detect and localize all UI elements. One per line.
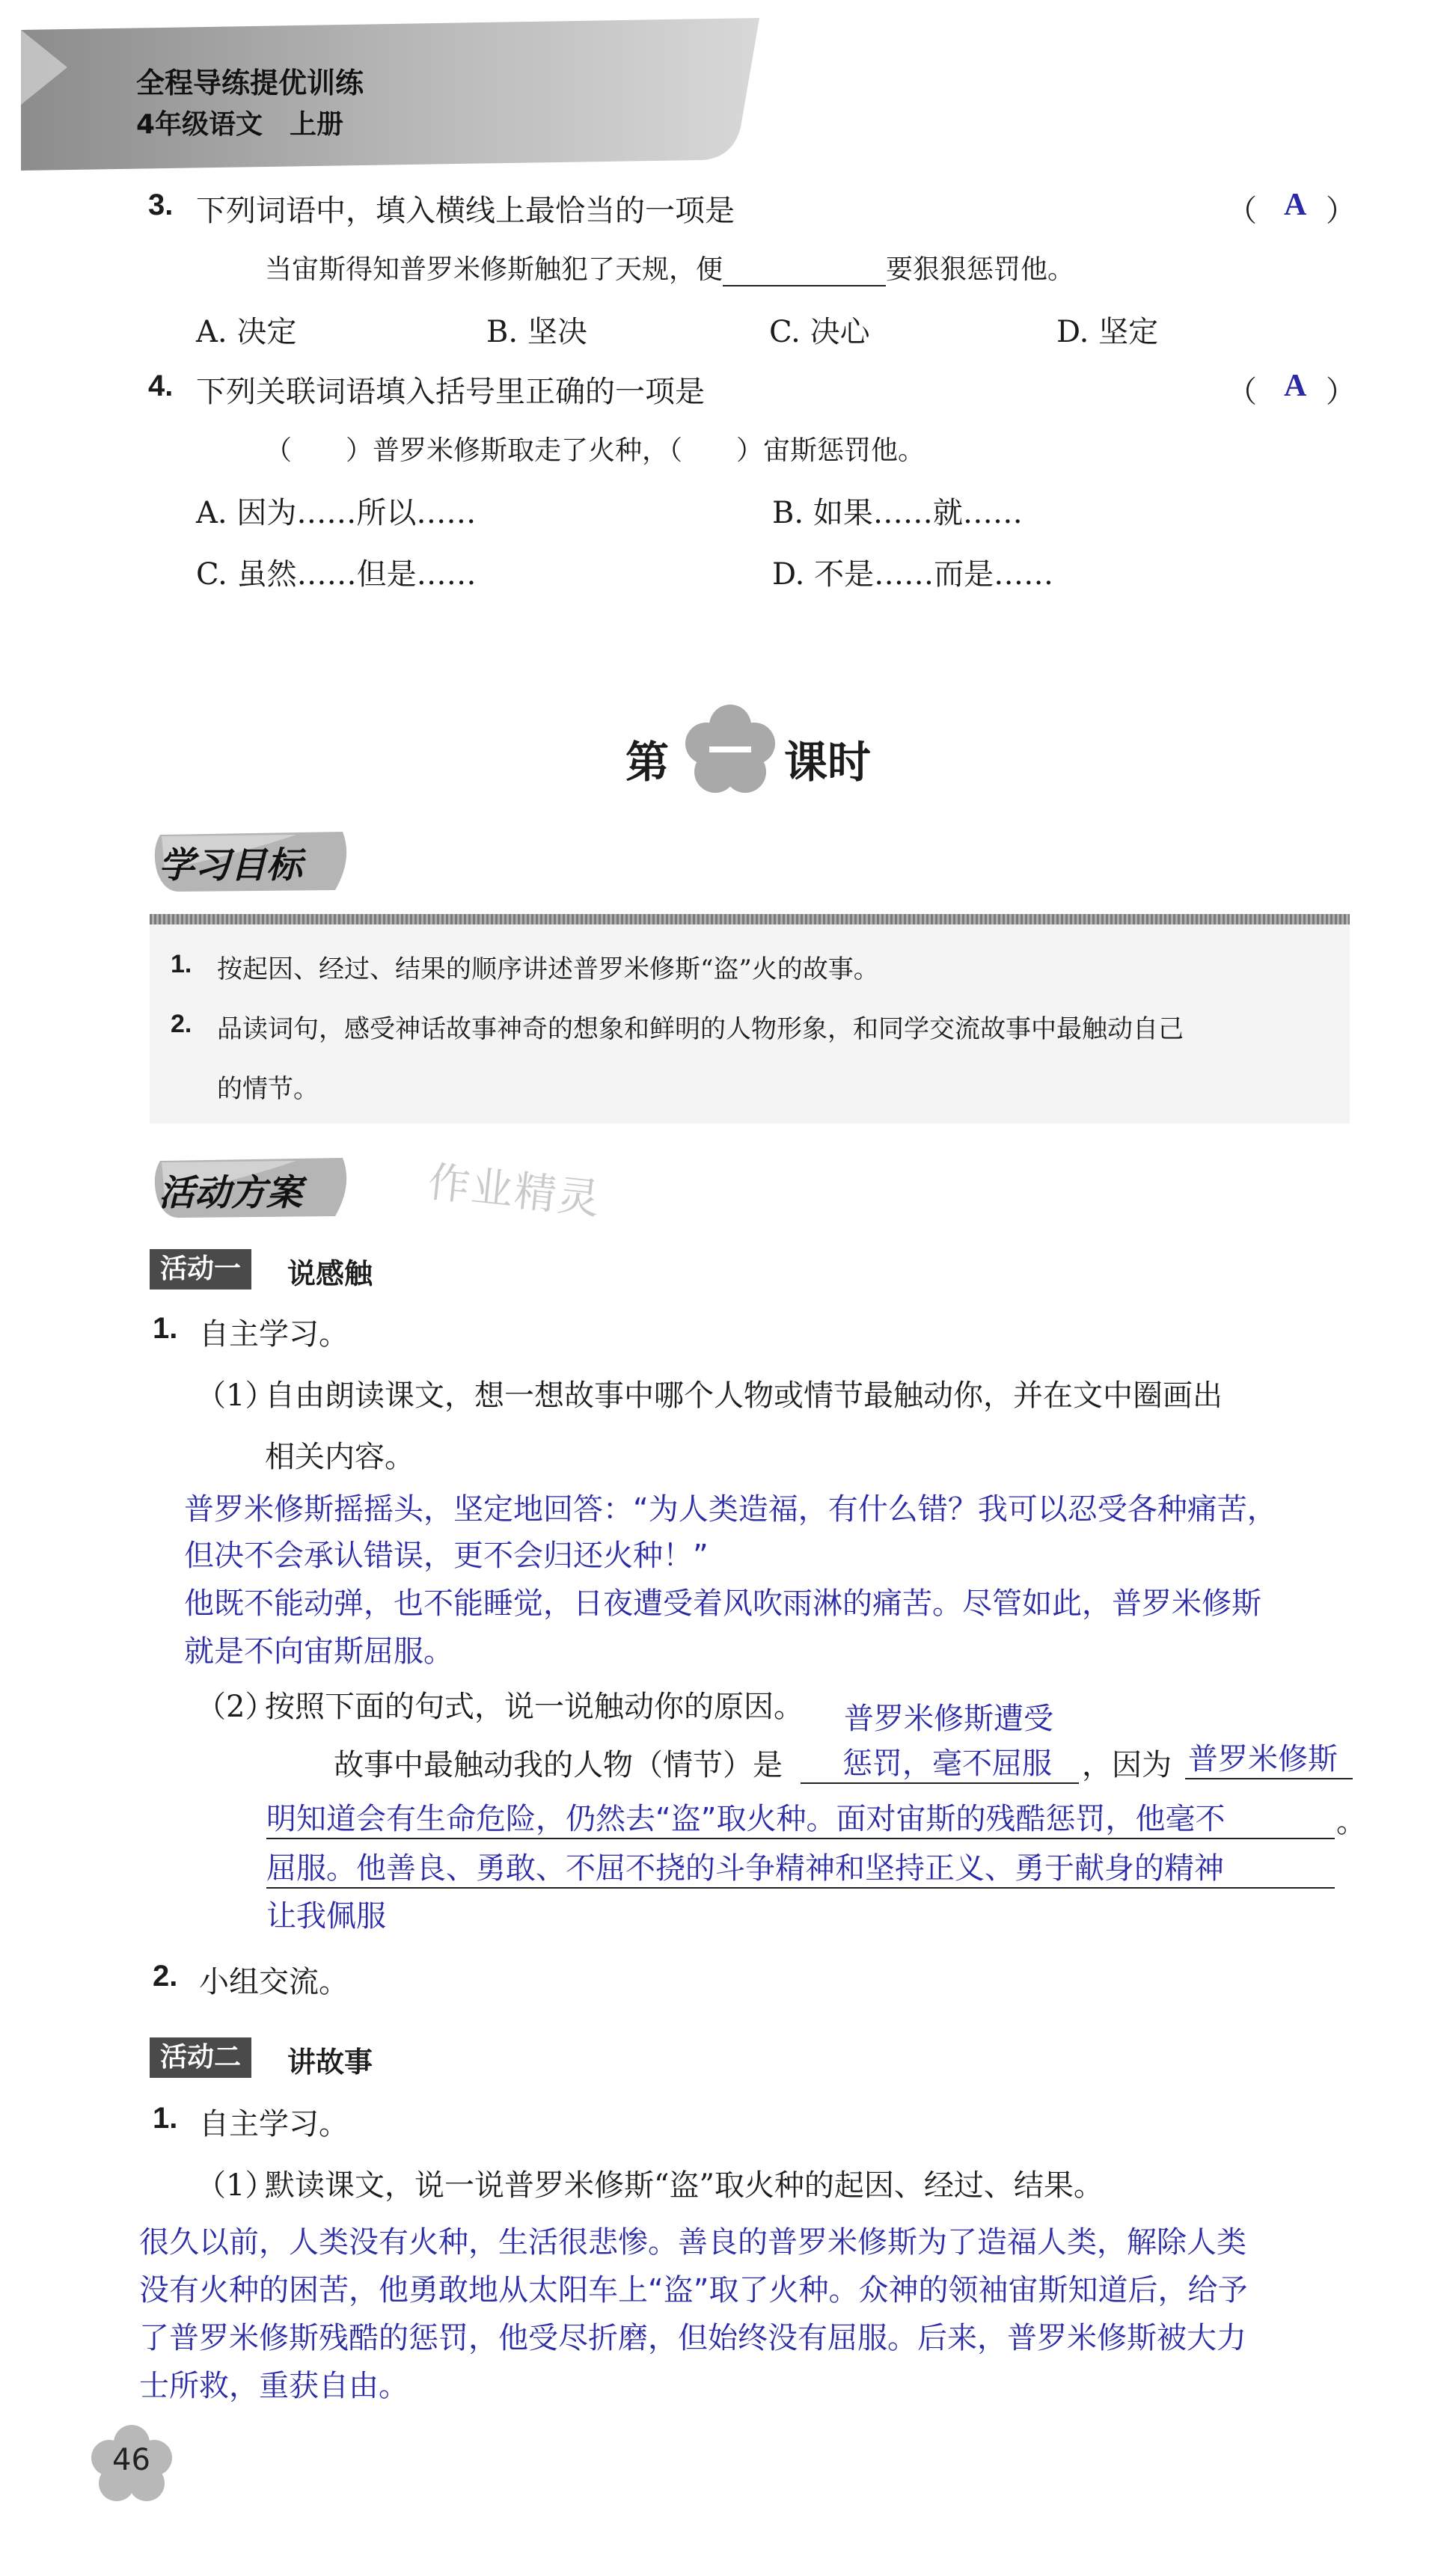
a2-answer-line-4: 士所救，重获自由。 xyxy=(139,2369,409,2403)
activity1-tag: 活动一 xyxy=(150,1249,251,1289)
plan-label: 活动方案 xyxy=(159,1172,303,1214)
activity2-tag: 活动二 xyxy=(150,2037,251,2078)
q4-stem: 下列关联词语填入括号里正确的一项是 xyxy=(196,375,705,409)
q4-number: 4. xyxy=(148,369,174,402)
q3-option-c: C. 决心 xyxy=(769,315,870,349)
watermark: 作业精灵 xyxy=(425,1158,604,1224)
goal-2-text: 品读词句，感受神话故事神奇的想象和鲜明的人物形象，和同学交流故事中最触动自己 xyxy=(217,1014,1184,1044)
a2-step1-number: 1. xyxy=(153,2102,178,2135)
a1-sub1-text-cont: 相关内容。 xyxy=(265,1440,414,1474)
q3-paren-right: ） xyxy=(1326,194,1356,228)
fill-mid: ，因为 xyxy=(1082,1748,1172,1782)
fill-blank1: 惩罚，毫不屈服 xyxy=(801,1740,1079,1784)
q4-answer: A xyxy=(1284,369,1307,403)
q3-answer: A xyxy=(1284,188,1307,222)
fill-blank2: 普罗米修斯 xyxy=(1185,1735,1353,1779)
a1-sub2-text: 按照下面的句式，说一说触动你的原因。 xyxy=(265,1690,804,1724)
a2-step1-text: 自主学习。 xyxy=(199,2107,349,2141)
a2-sub1-number: （1） xyxy=(196,2168,275,2203)
fill-line-2: 明知道会有生命危险，仍然去“盗”取火种。面对宙斯的残酷惩罚，他毫不 xyxy=(266,1795,1335,1839)
fill-end: 。 xyxy=(1336,1805,1366,1839)
header-grade: 4年级语文 上册 xyxy=(136,109,344,140)
a1-answer-line-3: 他既不能动弹，也不能睡觉，日夜遭受着风吹雨淋的痛苦。尽管如此，普罗米修斯 xyxy=(184,1586,1261,1621)
q4-paren-left: （ xyxy=(1227,375,1257,409)
a2-answer-line-1: 很久以前，人类没有火种，生活很悲惨。善良的普罗米修斯为了造福人类，解除人类 xyxy=(139,2225,1246,2260)
fill-blank1-top: 普罗米修斯遭受 xyxy=(844,1702,1053,1736)
q3-blank xyxy=(723,258,886,286)
q4-option-c: C. 虽然……但是…… xyxy=(196,557,477,592)
q3-option-b: B. 坚决 xyxy=(486,315,587,349)
header-series: 全程导练提优训练 xyxy=(136,67,364,99)
page-number: 46 xyxy=(112,2443,150,2477)
q3-sentence-a: 当宙斯得知普罗米修斯触犯了天规，便 xyxy=(265,254,723,285)
a1-sub1-number: （1） xyxy=(196,1379,275,1413)
a1-step1-number: 1. xyxy=(153,1312,178,1345)
goal-1-number: 1. xyxy=(171,950,192,978)
a2-sub1-text: 默读课文，说一说普罗米修斯“盗”取火种的起因、经过、结果。 xyxy=(265,2168,1104,2203)
lesson-suffix: 课时 xyxy=(784,737,872,788)
flower-number-icon xyxy=(682,703,778,794)
a2-answer-line-2: 没有火种的困苦，他勇敢地从太阳车上“盗”取了火种。众神的领袖宙斯知道后，给予 xyxy=(139,2273,1248,2307)
header-banner xyxy=(0,0,778,180)
goal-1-text: 按起因、经过、结果的顺序讲述普罗米修斯“盗”火的故事。 xyxy=(217,954,879,984)
a1-step1-text: 自主学习。 xyxy=(199,1317,349,1352)
goals-label: 学习目标 xyxy=(159,844,303,886)
a1-answer-line-4: 就是不向宙斯屈服。 xyxy=(184,1634,453,1669)
goal-2-text-cont: 的情节。 xyxy=(217,1074,319,1104)
q3-stem: 下列词语中，填入横线上最恰当的一项是 xyxy=(196,194,735,228)
q4-sentence: （ ）普罗米修斯取走了火种，（ ）宙斯惩罚他。 xyxy=(265,435,925,466)
q4-option-b: B. 如果……就…… xyxy=(772,496,1023,530)
activity2-title: 讲故事 xyxy=(287,2046,373,2079)
a2-answer-line-3: 了普罗米修斯残酷的惩罚，他受尽折磨，但始终没有屈服。后来，普罗米修斯被大力 xyxy=(139,2321,1246,2355)
fill-lead: 故事中最触动我的人物（情节）是 xyxy=(334,1748,783,1782)
q3-sentence xyxy=(265,248,1074,286)
q3-number: 3. xyxy=(148,188,174,221)
fill-line-3: 屈服。他善良、勇敢、不屈不挠的斗争精神和坚持正义、勇于献身的精神 xyxy=(266,1844,1335,1889)
a1-sub1-text: 自由朗读课文，想一想故事中哪个人物或情节最触动你，并在文中圈画出 xyxy=(265,1379,1223,1413)
q3-paren-left: （ xyxy=(1227,194,1257,228)
q3-option-a: A. 决定 xyxy=(196,315,297,349)
a1-step2-number: 2. xyxy=(153,1960,178,1993)
a1-sub2-number: （2） xyxy=(196,1690,275,1724)
goal-2-number: 2. xyxy=(171,1010,192,1038)
fill-line-4: 让我佩服 xyxy=(266,1899,386,1933)
q4-paren-right: ） xyxy=(1326,375,1356,409)
lesson-prefix: 第 xyxy=(625,737,670,788)
q3-sentence-b: 要狠狠惩罚他。 xyxy=(886,254,1075,285)
q3-option-d: D. 坚定 xyxy=(1056,315,1159,349)
q4-option-a: A. 因为……所以…… xyxy=(196,496,477,530)
q4-option-d: D. 不是……而是…… xyxy=(772,557,1054,592)
a1-answer-line-1: 普罗米修斯摇摇头，坚定地回答：“为人类造福，有什么错？我可以忍受各种痛苦， xyxy=(184,1492,1277,1527)
a1-answer-line-2: 但决不会承认错误，更不会归还火种！” xyxy=(184,1539,709,1573)
activity1-title: 说感触 xyxy=(287,1257,373,1290)
a1-step2-text: 小组交流。 xyxy=(199,1965,349,1999)
